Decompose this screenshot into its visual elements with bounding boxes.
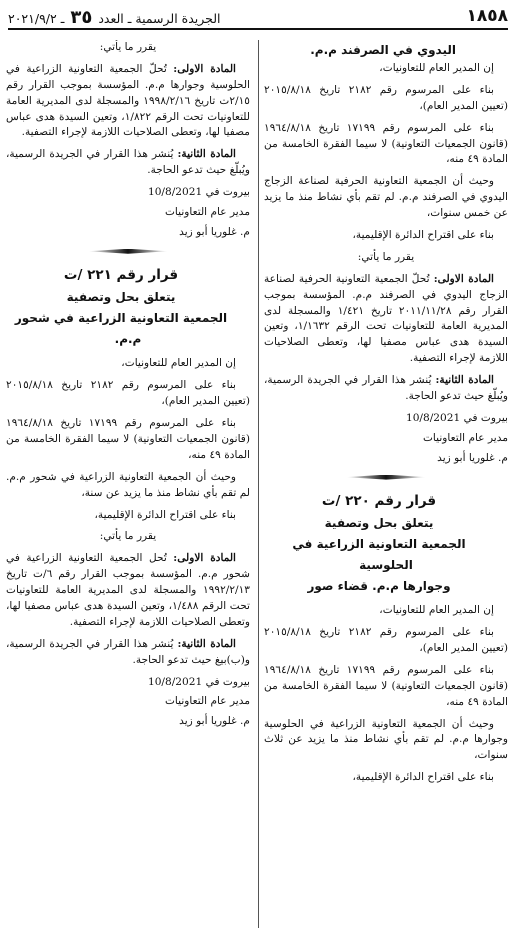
article-1 <box>264 272 508 367</box>
decides-line: يقرر ما يأتي: <box>357 250 415 263</box>
cooperative-name: الجمعية التعاونية الزراعية في الحلوسية <box>292 537 466 573</box>
article-text: يُنشر هذا القرار في الجريدة الرسمية، ويُبلّغ حيث تدعو الحاجة. <box>264 374 508 403</box>
article-text: تُحلّ الجمعية التعاونية الحرفية لصناعة الزجاج اليدوي في الصرفند م.م. المؤسسة بموجب القرار رقم ٢٠١١/١١/٢٨ تاريخ ١/٤٢١ والمسجلة لدى المديرية العامة للتعاونيات تحت الرقم ١/١٦٣٢، وتعين السيدة هدى عباس مصفيا لها، وتعطى الصلاحيات اللازمة لإجراء التصفية. <box>264 272 508 365</box>
preamble-para: بناء على المرسوم رقم ١٧١٩٩ تاريخ ١٩٦٤/٨/١٨ (قانون الجمعيات التعاونية) لا سيما الفقرة الخامسة من المادة ٤٩ منه، <box>6 417 250 461</box>
place-date: بيروت في 10/8/2021 <box>147 675 250 688</box>
preamble-para: وحيث أن الجمعية التعاونية الزراعية في شحور م.م. لم تقم بأي نشاط منذ ما يزيد عن سنة، <box>6 470 250 499</box>
preamble-para: إن المدير العام للتعاونيات، <box>379 604 494 617</box>
preamble-para: بناء على المرسوم رقم ١٧١٩٩ تاريخ ١٩٦٤/٨/١٨ (قانون الجمعيات التعاونية) لا سيما الفقرة الخامسة من المادة ٤٩ منه، <box>264 121 508 166</box>
preamble-para: وحيث أن الجمعية التعاونية الحرفية لصناعة الزجاج اليدوي في الصرفند م.م. لم تقم بأي نشاط منذ ما يزيد عن خمس سنوات، <box>264 175 508 220</box>
signer-title: مدير عام التعاونيات <box>164 206 250 219</box>
gazette-title: الجريدة الرسمية ـ العدد <box>98 10 221 26</box>
continued-heading: اليدوي في الصرفند م.م. <box>310 43 456 57</box>
cooperative-name: الجمعية التعاونية الزراعية في شحور م.م. <box>14 311 228 347</box>
preamble-para: وحيث أن الجمعية التعاونية الزراعية في الحلوسية وجوارها م.م. لم تقم بأي نشاط منذ ما يزيد عن ثلاث سنوات، <box>264 717 508 762</box>
cooperative-name: وجوارها م.م. قضاء صور <box>307 579 451 594</box>
section-separator <box>88 249 168 254</box>
article-2 <box>6 147 250 179</box>
preamble-para: بناء على المرسوم رقم ١٧١٩٩ تاريخ ١٩٦٤/٨/١٨ (قانون الجمعيات التعاونية) لا سيما الفقرة الخامسة من المادة ٤٩ منه، <box>264 663 508 708</box>
decision-subject: يتعلق بحل وتصفية <box>324 516 434 531</box>
article-label: المادة الاولى: <box>173 62 236 75</box>
preamble-para: بناء على اقتراح الدائرة الإقليمية، <box>352 229 494 242</box>
place-date: بيروت في 10/8/2021 <box>147 186 250 199</box>
article-label: المادة الثانية: <box>177 637 236 650</box>
left-column <box>6 40 250 930</box>
article-1 <box>6 62 250 141</box>
preamble-para: بناء على المرسوم رقم ٢١٨٢ تاريخ ٢٠١٥/٨/١٨ (تعيين المدير العام)، <box>264 83 508 112</box>
article-text: يُنشر هذا القرار في الجريدة الرسمية، و(ب)بيغ حيث تدعو الحاجة. <box>6 637 250 666</box>
decision-title: قرار رقم ٢٢١ /ت <box>63 266 179 283</box>
article-text: يُنشر هذا القرار في الجريدة الرسمية، ويُبلّغ حيث تدعو الحاجة. <box>6 148 250 177</box>
preamble-para: بناء على اقتراح الدائرة الإقليمية، <box>352 771 494 784</box>
article-text: تُحلّ الجمعية التعاونية الزراعية في الحلوسية وجوارها م.م. المؤسسة بموجب القرار رقم ٢/١٥ت تاريخ ١٩٩٨/٢/١٦ والمسجلة لدى المديرية العامة للتعاونيات تحت الرقم ١/٨٢٢، وتعين السيدة هدى عباس مصفيا لها، وتعطى الصلاحيات اللازمة لإجراء التصفية. <box>6 62 250 139</box>
article-1 <box>6 551 250 630</box>
article-2 <box>6 637 250 669</box>
article-label: المادة الثانية: <box>177 148 236 161</box>
signer-title: مدير عام التعاونيات <box>164 695 250 708</box>
signer-name: م. غلوريا أبو زيد <box>179 225 250 238</box>
signer-name: م. غلوريا أبو زيد <box>179 715 250 728</box>
column-divider <box>258 40 259 928</box>
signer-name: م. غلوريا أبو زيد <box>437 451 508 464</box>
article-label: المادة الاولى: <box>173 552 236 565</box>
section-separator <box>346 475 426 480</box>
issue-number: ٣٥ <box>70 6 93 28</box>
preamble-para: إن المدير العام للتعاونيات، <box>121 357 236 370</box>
article-text: تُحل الجمعية التعاونية الزراعية في شحور م.م. المؤسسة بموجب القرار رقم ٦/ت تاريخ ١٩٩٢/٢/١٣ والمسجلة لدى المديرية العامة للتعاونيات تحت الرقم ١/٤٨٨، وتعين السيدة هدى عباس مصفيا لها، وتعطى الصلاحيات اللازمة لإجراء التصفية. <box>6 552 250 628</box>
preamble-para: بناء على المرسوم رقم ٢١٨٢ تاريخ ٢٠١٥/٨/١٨ (تعيين المدير العام)، <box>264 626 508 654</box>
page-number: ١٨٥٨ <box>466 6 508 27</box>
signer-title: مدير عام التعاونيات <box>422 431 508 444</box>
article-label: المادة الاولى: <box>433 272 494 285</box>
preamble-para: بناء على اقتراح الدائرة الإقليمية، <box>94 508 236 521</box>
article-2 <box>264 373 508 405</box>
running-title <box>8 4 221 31</box>
preamble-para: بناء على المرسوم رقم ٢١٨٢ تاريخ ٢٠١٥/٨/١٨ (تعيين المدير العام)، <box>6 379 250 408</box>
decides-line: يقرر ما يأتي: <box>99 41 157 53</box>
page-header <box>8 6 508 30</box>
article-label: المادة الثانية: <box>435 374 494 387</box>
place-date: بيروت في 10/8/2021 <box>405 411 508 424</box>
decides-line: يقرر ما يأتي: <box>99 530 157 543</box>
right-column <box>264 40 508 930</box>
decision-subject: يتعلق بحل وتصفية <box>66 290 176 305</box>
decision-title: قرار رقم ٢٢٠ /ت <box>321 492 437 509</box>
preamble-para: إن المدير العام للتعاونيات، <box>379 62 494 74</box>
issue-date: ـ ٢٠٢١/٩/٢ <box>8 10 65 26</box>
